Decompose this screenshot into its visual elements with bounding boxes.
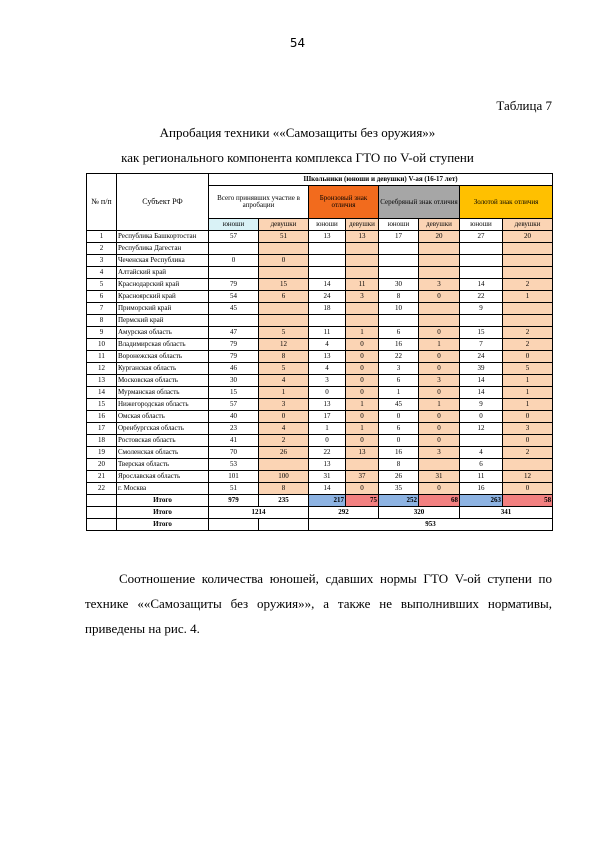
table-row [87, 423, 553, 435]
row-subject: Алтайский край [117, 267, 209, 279]
row-subject: Амурская область [117, 327, 209, 339]
row-subject: Мурманская область [117, 387, 209, 399]
cell-tg: 6 [259, 291, 309, 303]
cell-sb: 10 [379, 303, 419, 315]
cell-bg [346, 255, 379, 267]
cell-sg: 0 [419, 411, 460, 423]
row-subject: Республика Башкортостан [117, 231, 209, 243]
cell-sb: 0 [379, 411, 419, 423]
cell-tg [259, 267, 309, 279]
cell-sg: 0 [419, 435, 460, 447]
totals-gb: 263 [460, 495, 503, 507]
cell-bb: 1 [309, 423, 346, 435]
cell-tg [259, 303, 309, 315]
cell-bg [346, 267, 379, 279]
cell-bg: 0 [346, 483, 379, 495]
cell-tg: 5 [259, 327, 309, 339]
totals-bb: 217 [309, 495, 346, 507]
row-number: 15 [87, 399, 117, 411]
row-number: 3 [87, 255, 117, 267]
table-row [87, 447, 553, 459]
row-subject: Тверская область [117, 459, 209, 471]
cell-gg: 12 [503, 471, 553, 483]
cell-tb: 79 [209, 351, 259, 363]
cell-sg: 1 [419, 399, 460, 411]
cell-tg [259, 315, 309, 327]
cell-sg: 0 [419, 387, 460, 399]
cell-gg: 2 [503, 279, 553, 291]
cell-sb: 22 [379, 351, 419, 363]
table-row [87, 255, 553, 267]
row-subject: г. Москва [117, 483, 209, 495]
cell-tg: 2 [259, 435, 309, 447]
row-subject: Воронежская область [117, 351, 209, 363]
header-num: № п/п [87, 174, 117, 231]
row-subject: Приморский край [117, 303, 209, 315]
cell-sb: 8 [379, 459, 419, 471]
cell-sb [379, 255, 419, 267]
cell-bg [346, 303, 379, 315]
cell-gg: 0 [503, 435, 553, 447]
cell-bg: 1 [346, 327, 379, 339]
cell-sg [419, 315, 460, 327]
row-number: 5 [87, 279, 117, 291]
cell-sb: 3 [379, 363, 419, 375]
totals-tg: 235 [259, 495, 309, 507]
cell-gg [503, 255, 553, 267]
cell-sb: 6 [379, 423, 419, 435]
table-row [87, 267, 553, 279]
cell-tg: 51 [259, 231, 309, 243]
row-number: 11 [87, 351, 117, 363]
cell-bg: 0 [346, 435, 379, 447]
cell-sg: 0 [419, 351, 460, 363]
table-caption-line1: Апробация техники ««Самозащиты без оружия»» [159, 125, 436, 140]
totals-row [87, 495, 553, 507]
totals2-bronze: 292 [309, 507, 379, 519]
cell-tb: 15 [209, 387, 259, 399]
cell-tg: 4 [259, 375, 309, 387]
cell-tb: 57 [209, 231, 259, 243]
cell-bb: 3 [309, 375, 346, 387]
header-silver: Серебряный знак отличия [379, 186, 460, 219]
totals-row-2 [87, 507, 553, 519]
cell-bg: 3 [346, 291, 379, 303]
cell-gb [460, 243, 503, 255]
body-paragraph: Соотношение количества юношей, сдавших нормы ГТО V-ой ступени по технике ««Самозащиты без оружия»», а также не выполнивших нормативы, приведены на рис. 4. [85, 571, 552, 636]
cell-tb: 23 [209, 423, 259, 435]
cell-tg: 26 [259, 447, 309, 459]
cell-sb [379, 315, 419, 327]
cell-sb: 1 [379, 387, 419, 399]
cell-gb: 6 [460, 459, 503, 471]
results-table [86, 173, 553, 531]
cell-gg [503, 267, 553, 279]
cell-bb [309, 255, 346, 267]
row-subject: Нижегородская область [117, 399, 209, 411]
totals-row-3 [87, 519, 553, 531]
cell-bg: 1 [346, 399, 379, 411]
cell-gg: 3 [503, 423, 553, 435]
page-number: 54 [289, 36, 306, 50]
cell-bb: 13 [309, 399, 346, 411]
table-row [87, 435, 553, 447]
cell-bb: 14 [309, 279, 346, 291]
cell-tg: 15 [259, 279, 309, 291]
cell-sb: 45 [379, 399, 419, 411]
cell-sg [419, 243, 460, 255]
table-row [87, 459, 553, 471]
row-subject: Владимирская область [117, 339, 209, 351]
totals-sb: 252 [379, 495, 419, 507]
cell-tb [209, 267, 259, 279]
cell-tb: 46 [209, 363, 259, 375]
cell-tg: 5 [259, 363, 309, 375]
totals-label: Итого [117, 495, 209, 507]
cell-tg: 8 [259, 483, 309, 495]
cell-tb: 45 [209, 303, 259, 315]
cell-tb: 41 [209, 435, 259, 447]
cell-bg [346, 243, 379, 255]
cell-gg [503, 303, 553, 315]
cell-bg: 0 [346, 411, 379, 423]
results-table-wrapper [86, 173, 552, 531]
cell-sg: 0 [419, 291, 460, 303]
row-number: 4 [87, 267, 117, 279]
cell-tb: 79 [209, 339, 259, 351]
cell-sb [379, 267, 419, 279]
totals-gg: 58 [503, 495, 553, 507]
cell-gg [503, 459, 553, 471]
cell-bg [346, 315, 379, 327]
cell-tb: 101 [209, 471, 259, 483]
cell-bg: 0 [346, 363, 379, 375]
cell-bb: 31 [309, 471, 346, 483]
cell-bb: 17 [309, 411, 346, 423]
table-caption-line2: как регионального компонента комплекса ГТО по V-ой ступени [121, 150, 474, 165]
cell-bg: 0 [346, 375, 379, 387]
cell-tg: 4 [259, 423, 309, 435]
cell-tb: 53 [209, 459, 259, 471]
row-subject: Омская область [117, 411, 209, 423]
row-number: 19 [87, 447, 117, 459]
cell-tg: 1 [259, 387, 309, 399]
cell-sb [379, 243, 419, 255]
cell-gb: 22 [460, 291, 503, 303]
row-number: 14 [87, 387, 117, 399]
cell-gb [460, 435, 503, 447]
cell-gg [503, 315, 553, 327]
cell-sg [419, 255, 460, 267]
cell-gb: 24 [460, 351, 503, 363]
totals-tb: 979 [209, 495, 259, 507]
cell-gb: 4 [460, 447, 503, 459]
row-number: 8 [87, 315, 117, 327]
totals2-label: Итого [117, 507, 209, 519]
cell-tb: 79 [209, 279, 259, 291]
cell-bb: 14 [309, 483, 346, 495]
row-subject: Курганская область [117, 363, 209, 375]
cell-bg: 0 [346, 387, 379, 399]
cell-bg: 1 [346, 423, 379, 435]
cell-gg: 1 [503, 375, 553, 387]
row-subject: Московская область [117, 375, 209, 387]
row-number: 6 [87, 291, 117, 303]
cell-sg [419, 459, 460, 471]
header-group: Школьники (юноши и девушки) V-ая (16-17 лет) [209, 174, 553, 186]
table-row [87, 315, 553, 327]
cell-tg: 8 [259, 351, 309, 363]
header-boys: юноши [309, 219, 346, 231]
row-number: 13 [87, 375, 117, 387]
table-row [87, 231, 553, 243]
header-subject: Субъект РФ [117, 174, 209, 231]
row-number: 21 [87, 471, 117, 483]
table-row [87, 243, 553, 255]
row-number: 18 [87, 435, 117, 447]
cell-bb: 4 [309, 339, 346, 351]
cell-bb: 11 [309, 327, 346, 339]
cell-tb: 47 [209, 327, 259, 339]
cell-gg: 1 [503, 291, 553, 303]
row-number: 22 [87, 483, 117, 495]
header-bronze: Бронзовый знак отличия [309, 186, 379, 219]
table-row [87, 399, 553, 411]
cell-gb: 14 [460, 279, 503, 291]
cell-gb: 9 [460, 399, 503, 411]
cell-sg: 0 [419, 423, 460, 435]
cell-sg: 20 [419, 231, 460, 243]
cell-sb: 6 [379, 375, 419, 387]
totals-bg: 75 [346, 495, 379, 507]
cell-gg: 20 [503, 231, 553, 243]
row-number: 16 [87, 411, 117, 423]
cell-sb: 0 [379, 435, 419, 447]
row-number: 9 [87, 327, 117, 339]
row-number: 7 [87, 303, 117, 315]
cell-gb: 11 [460, 471, 503, 483]
cell-sg: 3 [419, 279, 460, 291]
table-row [87, 411, 553, 423]
cell-bg: 13 [346, 231, 379, 243]
cell-bg: 13 [346, 447, 379, 459]
cell-tg: 3 [259, 399, 309, 411]
cell-gb: 9 [460, 303, 503, 315]
cell-tb: 0 [209, 255, 259, 267]
cell-sb: 16 [379, 339, 419, 351]
cell-gb [460, 255, 503, 267]
cell-sg: 3 [419, 375, 460, 387]
cell-gb: 39 [460, 363, 503, 375]
table-row [87, 279, 553, 291]
table-row [87, 483, 553, 495]
cell-tg [259, 243, 309, 255]
cell-tg: 0 [259, 411, 309, 423]
header-girls: девушки [419, 219, 460, 231]
cell-bb [309, 243, 346, 255]
cell-gg: 2 [503, 447, 553, 459]
cell-gb: 7 [460, 339, 503, 351]
row-subject: Красноярский край [117, 291, 209, 303]
totals3-label: Итого [117, 519, 209, 531]
table-row [87, 339, 553, 351]
cell-tg: 12 [259, 339, 309, 351]
cell-sg: 0 [419, 483, 460, 495]
cell-sg: 31 [419, 471, 460, 483]
header-boys: юноши [460, 219, 503, 231]
cell-gb [460, 267, 503, 279]
totals3-awards: 953 [309, 519, 553, 531]
cell-bb: 18 [309, 303, 346, 315]
row-number: 1 [87, 231, 117, 243]
cell-sg: 1 [419, 339, 460, 351]
cell-sg: 3 [419, 447, 460, 459]
table-number: Таблица 7 [496, 98, 552, 113]
cell-bg: 11 [346, 279, 379, 291]
cell-bb: 13 [309, 351, 346, 363]
row-subject: Чеченская Республика [117, 255, 209, 267]
cell-sg: 0 [419, 363, 460, 375]
cell-gg: 2 [503, 327, 553, 339]
cell-bg: 37 [346, 471, 379, 483]
row-subject: Республика Дагестан [117, 243, 209, 255]
totals-sg: 68 [419, 495, 460, 507]
cell-gg: 1 [503, 387, 553, 399]
cell-gb: 16 [460, 483, 503, 495]
cell-gg: 2 [503, 339, 553, 351]
table-row [87, 327, 553, 339]
row-subject: Оренбургская область [117, 423, 209, 435]
row-subject: Пермский край [117, 315, 209, 327]
cell-gg: 5 [503, 363, 553, 375]
header-boys: юноши [379, 219, 419, 231]
table-row [87, 471, 553, 483]
cell-bg: 0 [346, 351, 379, 363]
table-row [87, 291, 553, 303]
cell-sg [419, 267, 460, 279]
cell-gb: 15 [460, 327, 503, 339]
totals2-silver: 320 [379, 507, 460, 519]
cell-gb: 14 [460, 375, 503, 387]
row-subject: Ростовская область [117, 435, 209, 447]
cell-bb: 0 [309, 387, 346, 399]
cell-tb: 57 [209, 399, 259, 411]
totals2-total: 1214 [209, 507, 309, 519]
cell-bb: 4 [309, 363, 346, 375]
cell-bb: 0 [309, 435, 346, 447]
cell-sb: 17 [379, 231, 419, 243]
cell-bb [309, 315, 346, 327]
table-row [87, 303, 553, 315]
cell-bg [346, 459, 379, 471]
header-girls: девушки [503, 219, 553, 231]
cell-tb: 54 [209, 291, 259, 303]
cell-bb: 13 [309, 459, 346, 471]
totals2-gold: 341 [460, 507, 553, 519]
cell-tb [209, 243, 259, 255]
cell-sb: 16 [379, 447, 419, 459]
header-girls: девушки [346, 219, 379, 231]
cell-sg: 0 [419, 327, 460, 339]
row-number: 12 [87, 363, 117, 375]
cell-tg: 100 [259, 471, 309, 483]
cell-bb: 13 [309, 231, 346, 243]
cell-gb [460, 315, 503, 327]
cell-tb: 51 [209, 483, 259, 495]
cell-sb: 30 [379, 279, 419, 291]
row-subject: Краснодарский край [117, 279, 209, 291]
row-subject: Смоленская область [117, 447, 209, 459]
row-number: 17 [87, 423, 117, 435]
cell-tg [259, 459, 309, 471]
row-number: 2 [87, 243, 117, 255]
cell-bg: 0 [346, 339, 379, 351]
table-row [87, 351, 553, 363]
cell-tb [209, 315, 259, 327]
cell-sb: 35 [379, 483, 419, 495]
cell-gg: 1 [503, 399, 553, 411]
cell-sb: 8 [379, 291, 419, 303]
cell-gb: 14 [460, 387, 503, 399]
row-subject: Ярославская область [117, 471, 209, 483]
cell-tb: 30 [209, 375, 259, 387]
cell-bb: 24 [309, 291, 346, 303]
cell-gb: 0 [460, 411, 503, 423]
cell-tb: 40 [209, 411, 259, 423]
cell-sb: 26 [379, 471, 419, 483]
cell-tb: 70 [209, 447, 259, 459]
header-total-participants: Всего принявших участие в апробации [209, 186, 309, 219]
cell-gb: 27 [460, 231, 503, 243]
cell-tg: 0 [259, 255, 309, 267]
cell-gg [503, 243, 553, 255]
table-row [87, 375, 553, 387]
header-gold: Золотой знак отличия [460, 186, 553, 219]
cell-bb [309, 267, 346, 279]
cell-bb: 22 [309, 447, 346, 459]
table-row [87, 387, 553, 399]
cell-gb: 12 [460, 423, 503, 435]
cell-gg: 0 [503, 483, 553, 495]
header-girls: девушки [259, 219, 309, 231]
row-number: 10 [87, 339, 117, 351]
row-number: 20 [87, 459, 117, 471]
table-row [87, 363, 553, 375]
cell-sb: 6 [379, 327, 419, 339]
cell-gg: 0 [503, 411, 553, 423]
cell-sg [419, 303, 460, 315]
header-boys: юноши [209, 219, 259, 231]
cell-gg: 0 [503, 351, 553, 363]
